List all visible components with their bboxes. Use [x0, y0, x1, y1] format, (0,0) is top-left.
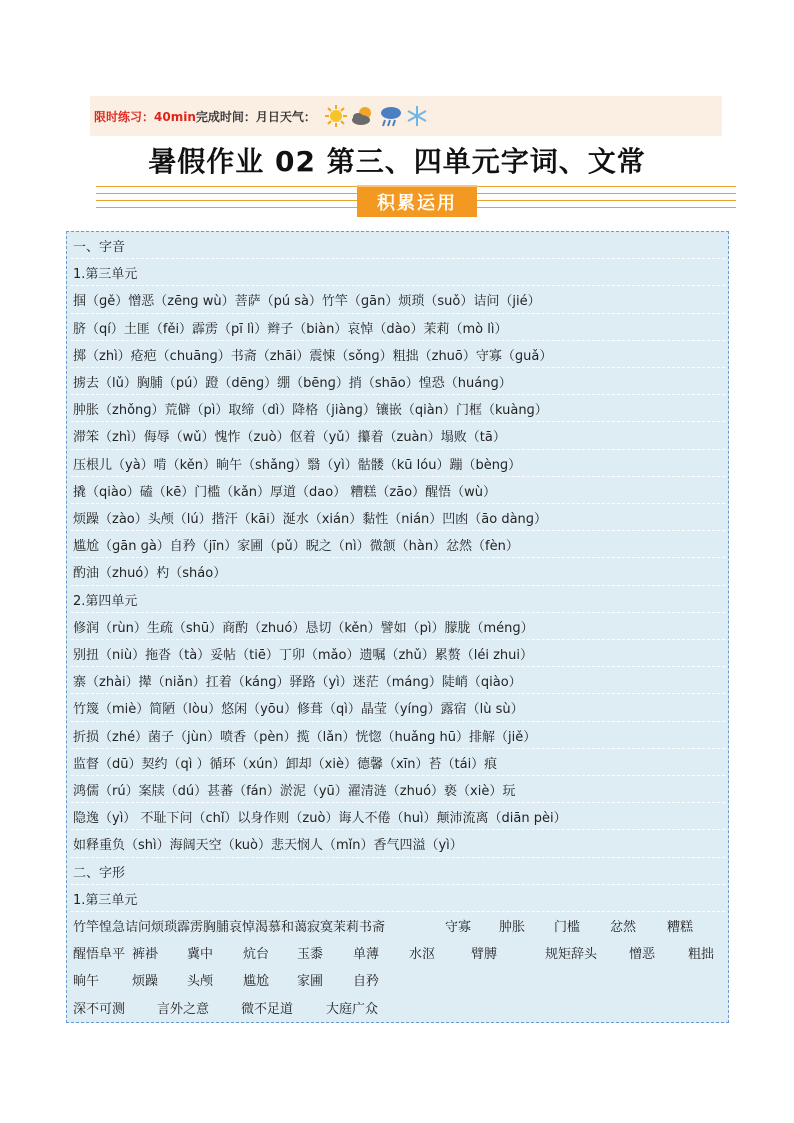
row-divider	[71, 421, 725, 423]
row-divider	[71, 258, 725, 260]
vocab-word: 晌午	[73, 974, 100, 990]
row-divider	[71, 829, 725, 831]
row-divider	[71, 557, 725, 559]
row-divider	[71, 911, 725, 913]
text-row: 鸿儒（rú）案牍（dú）甚蕃（fán）淤泥（yū）濯清涟（zhuó）亵（xiè）玩	[73, 784, 516, 799]
text-row: 1.第三单元	[73, 267, 138, 283]
row-divider	[71, 666, 725, 668]
practice-label: 限时练习：40min	[94, 109, 196, 124]
row-divider	[71, 313, 725, 315]
text-row: 撬（qiào）磕（kē）门槛（kǎn）厚道（dao） 糟糕（zāo）醒悟（wù）	[73, 484, 496, 500]
content-box	[66, 231, 729, 1023]
row-divider	[71, 884, 725, 886]
header-band	[90, 96, 722, 136]
text-row: 如释重负（shì）海阔天空（kuò）悲天悯人（mǐn）香气四溢（yì）	[73, 838, 463, 854]
text-row: 别扭（niù）拖沓（tà）妥帖（tiē）丁卯（mǎo）遗嘱（zhǔ）累赘（léi zhui）	[73, 648, 534, 663]
text-row: 折损（zhé）菌子（jùn）喷香（pèn）揽（lǎn）恍惚（huǎnɡ hū）排解（jiě）	[73, 729, 537, 745]
vocab-word: 微不足道	[241, 1001, 294, 1017]
text-row: 烦躁（zào）头颅（lú）揩汗（kāi）涎水（xián）黏性（nián）凹凼（āo dànɡ）	[73, 512, 548, 527]
row-divider	[71, 721, 725, 723]
partly-cloudy-icon	[350, 104, 376, 128]
text-row: 掳去（lǔ）胸脯（pú）蹬（dēnɡ）绷（bēnɡ）捎（shāo）惶恐（huánɡ）	[73, 376, 512, 391]
row-divider	[71, 857, 725, 859]
vocab-word: 肿胀	[499, 920, 526, 935]
row-divider	[71, 775, 725, 777]
vocab-word: 冀中	[187, 947, 214, 963]
text-row: 尴尬（ɡān ɡà）自矜（jīn）家圃（pǔ）睨之（nì）微颔（hàn）忿然（fèn）	[73, 539, 519, 555]
row-divider	[71, 748, 725, 750]
text-row: 一、字音	[73, 240, 126, 255]
row-divider	[71, 367, 725, 369]
text-row: 1.第三单元	[73, 892, 138, 908]
vocab-word: 糟糕	[667, 920, 694, 935]
vocab-word: 醒悟阜平	[73, 947, 126, 963]
page-title: 暑假作业 02 第三、四单元字词、文常	[148, 145, 646, 178]
text-row: 竹篾（miè）简陋（lòu）悠闲（yōu）修葺（qì）晶莹（yínɡ）露宿（lù sù）	[73, 702, 524, 718]
section-badge: 积累运用	[357, 185, 477, 217]
text-row: 隐逸（yì） 不耻下问（chǐ）以身作则（zuò）诲人不倦（huì）颠沛流离（diān pèi）	[73, 811, 567, 827]
row-divider	[71, 612, 725, 614]
text-row: 压根儿（yà）啃（kěn）晌午（shǎnɡ）翳（yì）骷髅（kū lóu）蹦（bènɡ）	[73, 457, 522, 473]
row-divider	[71, 476, 725, 478]
vocab-word: 玉黍	[297, 947, 324, 963]
vocab-word: 大庭广众	[326, 1001, 379, 1017]
vocab-word: 尴尬	[243, 974, 270, 990]
row-divider	[71, 639, 725, 641]
info-label: 完成时间：月日天气：	[195, 109, 316, 124]
text-row: 脐（qí）土匪（fěi）霹雳（pī lì）辫子（biàn）哀悼（dào）茉莉（mò lì）	[73, 321, 508, 337]
vocab-word: 门槛	[554, 920, 581, 935]
text-row: 2.第四单元	[73, 593, 138, 609]
vocab-word: 守寡	[445, 920, 472, 935]
text-row: 滞笨（zhì）侮辱（wǔ）愧怍（zuò）伛着（yǔ）攥着（zuàn）塌败（tā）	[73, 430, 506, 446]
vocab-word: 竹竿惶急诘问烦琐霹雳胸脯哀悼渴慕和蔼寂寞茉莉书斋	[73, 920, 386, 935]
row-divider	[71, 802, 725, 804]
text-row: 掴（ɡě）憎恶（zēnɡ wù）菩萨（pú sà）竹竿（ɡān）烦琐（suǒ）诘问（jié）	[73, 294, 541, 310]
vocab-word: 烦躁	[132, 974, 159, 990]
vocab-word: 臂膊	[471, 947, 498, 963]
vocab-word: 自矜	[353, 974, 380, 990]
row-divider	[71, 340, 725, 342]
vocab-word: 憎恶	[629, 947, 656, 963]
vocab-word: 规矩辞头	[545, 947, 598, 963]
vocab-word: 深不可测	[73, 1001, 126, 1017]
vocab-word: 炕台	[243, 947, 270, 963]
vocab-word: 单薄	[353, 947, 380, 963]
row-divider	[71, 394, 725, 396]
row-divider	[71, 530, 725, 532]
text-row: 酌油（zhuó）杓（sháo）	[73, 566, 227, 582]
row-divider	[71, 449, 725, 451]
rain-icon	[378, 104, 404, 128]
row-divider	[71, 585, 725, 587]
vocab-word: 水沤	[409, 947, 436, 963]
vocab-word: 粗拙	[688, 947, 715, 963]
text-row: 掷（zhì）疮疤（chuānɡ）书斋（zhāi）震悚（sǒnɡ）粗拙（zhuō）守寡（ɡuǎ）	[73, 348, 553, 364]
text-row: 修润（rùn）生疏（shū）商酌（zhuó）恳切（kěn）譬如（pì）朦胧（ménɡ）	[73, 620, 534, 636]
vocab-word: 忿然	[610, 920, 637, 935]
row-divider	[71, 693, 725, 695]
weather-icons	[324, 104, 428, 128]
row-divider	[71, 285, 725, 287]
text-row: 寨（zhài）撵（niǎn）扛着（kánɡ）驿路（yì）迷茫（mánɡ）陡峭（qiào）	[73, 675, 522, 691]
text-row: 肿胀（zhǒnɡ）荒僻（pì）取缔（dì）降格（jiànɡ）镶嵌（qiàn）门框（kuànɡ）	[73, 403, 548, 419]
vocab-word: 家圃	[297, 974, 324, 990]
vocab-word: 裤褂	[132, 947, 159, 963]
vocab-word: 头颅	[187, 974, 214, 990]
text-row: 二、字形	[73, 865, 126, 881]
text-row: 监督（dū）契约（qì ）循环（xún）卸却（xiè）德馨（xīn）苔（tái）痕	[73, 756, 498, 772]
snowflake-icon	[406, 104, 428, 128]
row-divider	[71, 503, 725, 505]
sun-icon	[324, 104, 348, 128]
vocab-word: 言外之意	[157, 1001, 210, 1017]
